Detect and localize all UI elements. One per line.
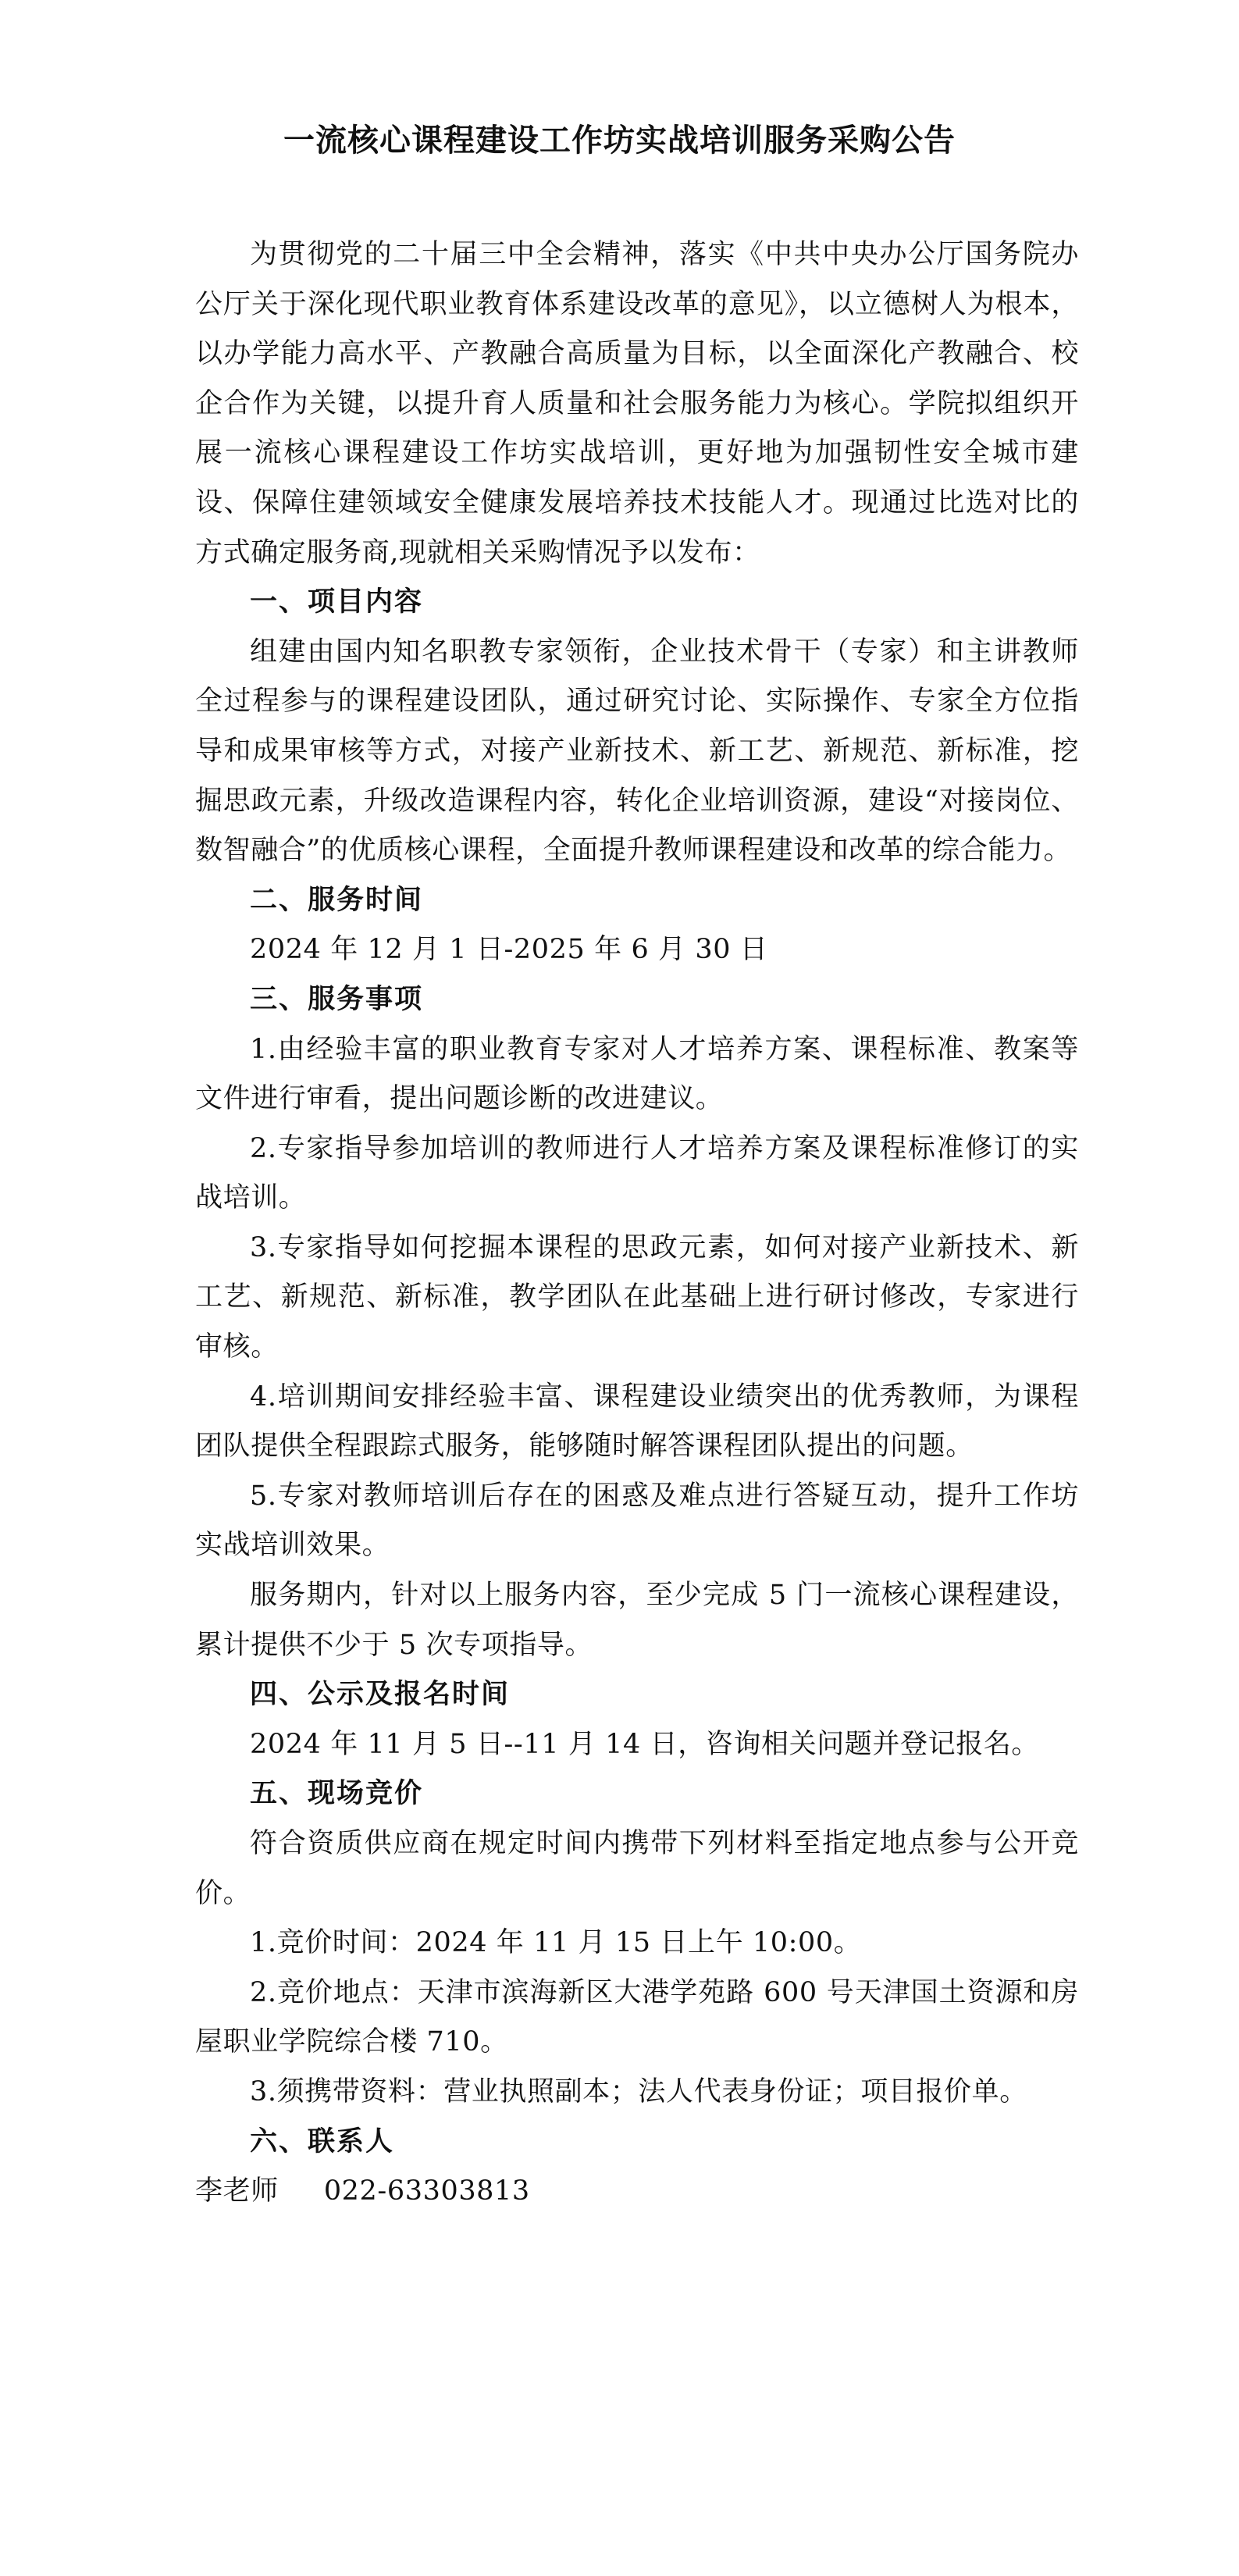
section-heading-registration-time: 四、公示及报名时间 [250, 1679, 511, 1711]
page-title: 一流核心课程建设工作坊实战培训服务采购公告 [283, 123, 956, 159]
service-item-3: 3.专家指导如何挖掘本课程的思政元素，如何对接产业新技术、新工艺、新规范、新标准，教学团队在此基础上进行研讨修改，专家进行审核。 [195, 1231, 1079, 1363]
service-item-2: 2.专家指导参加培训的教师进行人才培养方案及课程标准修订的实战培训。 [195, 1132, 1079, 1214]
service-period-paragraph: 服务期内，针对以上服务内容，至少完成 5 门一流核心课程建设，累计提供不少于 5 次专项指导。 [195, 1580, 1079, 1661]
bidding-location-paragraph: 2.竞价地点：天津市滨海新区大港学苑路 600 号天津国土资源和房屋职业学院综合楼 710。 [195, 1976, 1079, 2058]
registration-time-paragraph: 2024 年 11 月 5 日--11 月 14 日，咨询相关问题并登记报名。 [250, 1728, 1040, 1760]
contact-line [195, 2167, 1079, 2217]
project-content-paragraph: 组建由国内知名职教专家领衔，企业技术骨干（专家）和主讲教师全过程参与的课程建设团队，通过研究讨论、实际操作、专家全方位指导和成果审核等方式，对接产业新技术、新工艺、新规范、新标准，挖掘思政元素，升级改造课程内容，转化企业培训资源，建设“对接岗位、数智融合”的优质核心课程，全面提升教师课程建设和改革的综合能力。 [195, 636, 1079, 867]
section-heading-service-time: 二、服务时间 [250, 884, 424, 916]
contact-phone: 022-63303813 [323, 2175, 530, 2207]
section-heading-service-items: 三、服务事项 [250, 983, 424, 1015]
service-item-1: 1.由经验丰富的职业教育专家对人才培养方案、课程标准、教案等文件进行审看，提出问题诊断的改进建议。 [195, 1033, 1079, 1115]
intro-paragraph: 为贯彻党的二十届三中全会精神，落实《中共中央办公厅国务院办公厅关于深化现代职业教育体系建设改革的意见》，以立德树人为根本，以办学能力高水平、产教融合高质量为目标，以全面深化产教融合、校企合作为关键，以提升育人质量和社会服务能力为核心。学院拟组织开展一流核心课程建设工作坊实战培训，更好地为加强韧性安全城市建设、保障住建领域安全健康发展培养技术技能人才。现通过比选对比的方式确定服务商,现就相关采购情况予以发布： [195, 239, 1079, 568]
service-item-4: 4.培训期间安排经验丰富、课程建设业绩突出的优秀教师，为课程团队提供全程跟踪式服务，能够随时解答课程团队提出的问题。 [195, 1381, 1079, 1463]
bidding-materials-paragraph: 3.须携带资料：营业执照副本；法人代表身份证；项目报价单。 [250, 2075, 1027, 2107]
section-heading-contact: 六、联系人 [250, 2125, 395, 2157]
section-heading-project-content: 一、项目内容 [250, 586, 424, 618]
service-item-5: 5.专家对教师培训后存在的困惑及难点进行答疑互动，提升工作坊实战培训效果。 [195, 1480, 1079, 1562]
bidding-time-paragraph: 1.竞价时间：2024 年 11 月 15 日上午 10:00。 [250, 1927, 862, 1959]
bidding-intro-paragraph: 符合资质供应商在规定时间内携带下列材料至指定地点参与公开竞价。 [195, 1828, 1079, 1909]
service-time-paragraph: 2024 年 12 月 1 日-2025 年 6 月 30 日 [250, 934, 768, 966]
contact-name: 李老师 [195, 2175, 279, 2207]
section-heading-onsite-bidding: 五、现场竞价 [250, 1778, 424, 1810]
